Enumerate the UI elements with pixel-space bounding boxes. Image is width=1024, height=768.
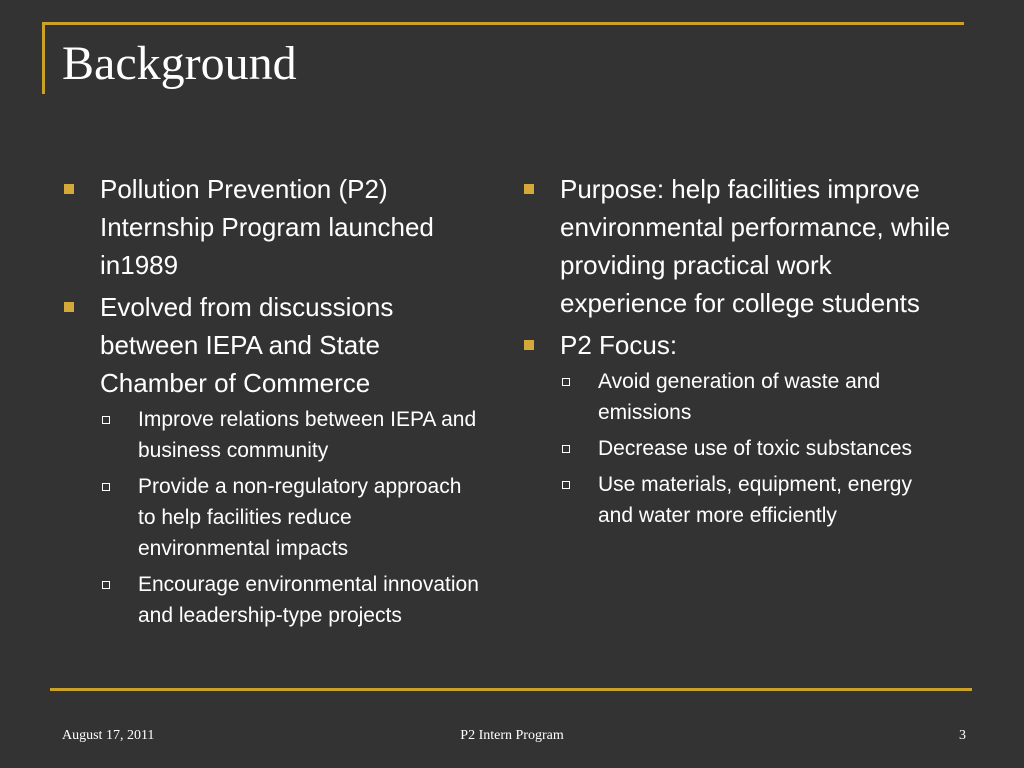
bullet-text: Evolved from discussions between IEPA and State Chamber of Commerce bbox=[100, 292, 394, 398]
bullet-item bbox=[522, 326, 952, 531]
sub-bullet-text: Use materials, equipment, energy and water more efficiently bbox=[598, 473, 912, 527]
title-frame-top-rule bbox=[42, 22, 964, 25]
sub-bullet-item bbox=[100, 569, 482, 631]
right-bullet-list bbox=[522, 170, 952, 531]
slide-title: Background bbox=[62, 37, 297, 90]
square-bullet-icon bbox=[524, 184, 534, 194]
bullet-item bbox=[62, 170, 482, 284]
footer-title: P2 Intern Program bbox=[460, 728, 564, 743]
sub-bullet-item bbox=[100, 404, 482, 466]
sub-bullet-item bbox=[560, 366, 952, 428]
sub-bullet-text: Avoid generation of waste and emissions bbox=[598, 370, 881, 424]
hollow-square-bullet-icon bbox=[562, 378, 570, 386]
sub-bullet-list bbox=[100, 404, 482, 631]
title-frame-left-rule bbox=[42, 22, 45, 94]
sub-bullet-item bbox=[100, 471, 482, 564]
sub-bullet-text: Encourage environmental innovation and leadership-type projects bbox=[138, 573, 479, 627]
hollow-square-bullet-icon bbox=[562, 481, 570, 489]
left-column bbox=[62, 170, 482, 636]
bullet-item bbox=[522, 170, 952, 322]
hollow-square-bullet-icon bbox=[102, 483, 110, 491]
square-bullet-icon bbox=[64, 184, 74, 194]
hollow-square-bullet-icon bbox=[102, 416, 110, 424]
footer-date: August 17, 2011 bbox=[62, 728, 155, 743]
bullet-text: Purpose: help facilities improve environmental performance, while providing practical work experience for college students bbox=[560, 174, 951, 318]
bullet-text: P2 Focus: bbox=[560, 330, 678, 360]
left-bullet-list bbox=[62, 170, 482, 631]
hollow-square-bullet-icon bbox=[562, 445, 570, 453]
sub-bullet-text: Decrease use of toxic substances bbox=[598, 437, 912, 460]
sub-bullet-list bbox=[560, 366, 952, 531]
right-column bbox=[522, 170, 952, 536]
hollow-square-bullet-icon bbox=[102, 581, 110, 589]
sub-bullet-item bbox=[560, 469, 952, 531]
sub-bullet-text: Improve relations between IEPA and business community bbox=[138, 408, 477, 462]
sub-bullet-text: Provide a non-regulatory approach to help facilities reduce environmental impacts bbox=[138, 475, 462, 560]
square-bullet-icon bbox=[64, 302, 74, 312]
square-bullet-icon bbox=[524, 340, 534, 350]
bullet-text: Pollution Prevention (P2) Internship Program launched in1989 bbox=[100, 174, 434, 280]
page-number: 3 bbox=[959, 728, 966, 743]
bullet-item bbox=[62, 288, 482, 631]
footer-divider-rule bbox=[50, 688, 972, 691]
sub-bullet-item bbox=[560, 433, 952, 464]
